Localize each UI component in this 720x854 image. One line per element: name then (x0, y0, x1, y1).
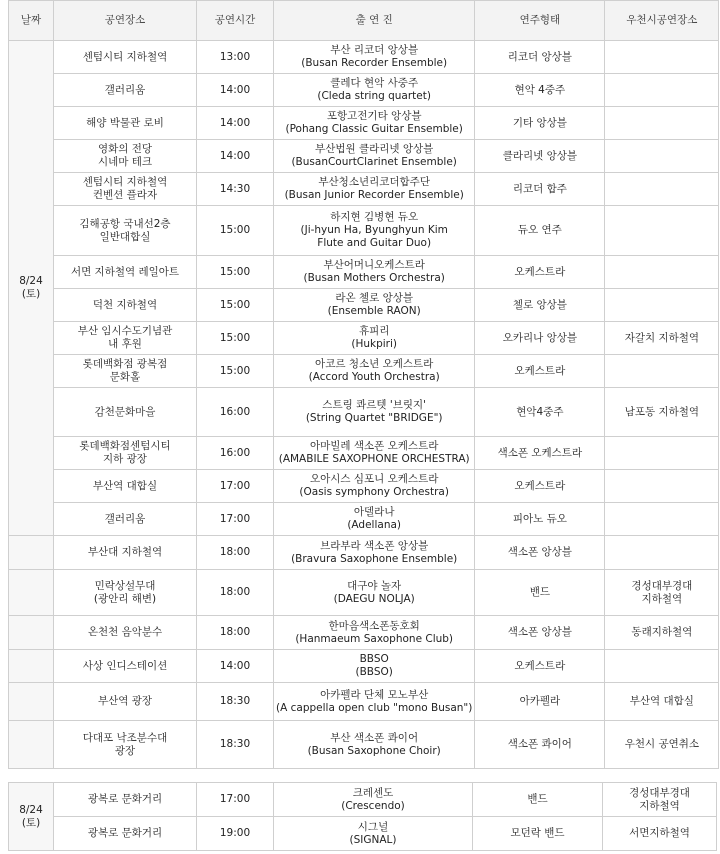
venue-cell (54, 570, 197, 616)
type-cell: 색소폰 오케스트라 (475, 437, 605, 470)
rain-venue-cell (603, 783, 717, 817)
performer-cell (274, 570, 475, 616)
cell-line: 우천시 공연취소 (624, 738, 700, 750)
cell-line: 부산 리코더 앙상블 (330, 44, 419, 56)
time-cell: 15:00 (197, 322, 274, 355)
type-cell: 오카리나 앙상블 (475, 322, 605, 355)
venue-cell (54, 289, 197, 322)
cell-line: 부산법원 클라리넷 앙상블 (315, 143, 434, 155)
cell-line: 내 후원 (108, 338, 142, 350)
venue-cell (54, 140, 197, 173)
table-row (9, 616, 719, 650)
time-cell: 18:00 (197, 570, 274, 616)
venue-cell (54, 783, 197, 817)
cell-line: BBSO (359, 653, 389, 665)
cell-line: 자갈치 지하철역 (624, 331, 700, 344)
cell-line: (Hukpiri) (351, 338, 397, 350)
time-cell: 13:00 (197, 41, 274, 74)
rain-venue-cell (605, 650, 719, 683)
cell-line: 지하철역 (641, 592, 683, 605)
rain-venue-cell (605, 41, 719, 74)
time-cell: 18:00 (197, 616, 274, 650)
table-row (9, 683, 719, 721)
type-cell: 현악4중주 (475, 388, 605, 437)
cell-line: 부산역 대합실 (629, 695, 694, 707)
venue-cell (54, 817, 197, 851)
rain-venue-cell (605, 322, 719, 355)
performer-cell (274, 817, 473, 851)
rain-venue-cell (605, 289, 719, 322)
header-time: 공연시간 (197, 1, 274, 41)
time-cell: 18:30 (197, 683, 274, 721)
venue-cell (54, 388, 197, 437)
cell-line: 8/24 (19, 275, 43, 287)
cell-line: 사상 인디스테이션 (82, 659, 168, 672)
table-row (9, 41, 719, 74)
cell-line: 아마빌레 색소폰 오케스트라 (309, 440, 439, 452)
type-cell: 오케스트라 (475, 650, 605, 683)
rain-venue-cell (605, 388, 719, 437)
cell-line: 갤러리움 (104, 83, 146, 96)
date-cell-empty (9, 536, 54, 570)
rain-venue-cell (603, 817, 717, 851)
table-row (9, 140, 719, 173)
rain-venue-cell (605, 536, 719, 570)
cell-line: (토) (21, 816, 41, 829)
cell-line: (Busan Recorder Ensemble) (301, 57, 448, 69)
header-rain-venue: 우천시공연장소 (605, 1, 719, 41)
cell-line: (AMABILE SAXOPHONE ORCHESTRA) (278, 453, 470, 465)
table-row (9, 570, 719, 616)
venue-cell (54, 206, 197, 256)
venue-cell (54, 74, 197, 107)
type-cell: 듀오 연주 (475, 206, 605, 256)
time-cell: 14:00 (197, 74, 274, 107)
cell-line: 갤러리움 (104, 512, 146, 525)
performer-cell (274, 206, 475, 256)
type-cell: 리코더 앙상블 (475, 41, 605, 74)
cell-line: 컨벤션 플라자 (92, 189, 158, 201)
rain-venue-cell (605, 206, 719, 256)
type-cell: 밴드 (473, 783, 603, 817)
cell-line: 한마음색소폰동호회 (328, 619, 420, 632)
table-row (9, 817, 717, 851)
cell-line: 휴피리 (358, 325, 390, 337)
cell-line: (토) (21, 288, 41, 300)
cell-line: 센텀시티 지하철역 (82, 176, 168, 188)
cell-line: 하지현 김병현 듀오 (330, 211, 419, 223)
date-cell (9, 41, 54, 536)
cell-line: (BusanCourtClarinet Ensemble) (291, 156, 457, 168)
performer-cell (274, 650, 475, 683)
cell-line: 스트링 콰르텟 '브릿지' (322, 399, 427, 411)
cell-line: (Accord Youth Orchestra) (308, 371, 440, 383)
venue-cell (54, 107, 197, 140)
performer-cell (274, 173, 475, 206)
cell-line: 부산 색소폰 콰이어 (330, 731, 419, 744)
time-cell: 14:00 (197, 140, 274, 173)
venue-cell (54, 721, 197, 769)
performer-cell (274, 470, 475, 503)
performer-cell (274, 322, 475, 355)
performer-cell (274, 140, 475, 173)
type-cell: 모던락 밴드 (473, 817, 603, 851)
venue-cell (54, 41, 197, 74)
cell-line: 남포동 지하철역 (624, 405, 700, 418)
cell-line: 동래지하철역 (631, 626, 693, 638)
performer-cell (274, 355, 475, 388)
date-cell (9, 783, 54, 851)
date-cell-empty (9, 650, 54, 683)
cell-line: (광안리 해변) (93, 592, 157, 605)
table-row (9, 173, 719, 206)
cell-line: (Busan Saxophone Choir) (307, 744, 441, 757)
cell-line: (Ensemble RAON) (327, 305, 421, 317)
cell-line: (DAEGU NOLJA) (333, 592, 415, 605)
cell-line: (Adellana) (347, 519, 402, 531)
performer-cell (274, 683, 475, 721)
date-cell-empty (9, 721, 54, 769)
rain-venue-cell (605, 74, 719, 107)
time-cell: 14:00 (197, 107, 274, 140)
cell-line: (Pohang Classic Guitar Ensemble) (285, 123, 463, 135)
type-cell: 현악 4중주 (475, 74, 605, 107)
schedule-table (8, 0, 719, 769)
rain-venue-cell (605, 107, 719, 140)
table-separator (0, 774, 720, 782)
date-cell-empty (9, 616, 54, 650)
time-cell: 15:00 (197, 256, 274, 289)
venue-cell (54, 616, 197, 650)
time-cell: 17:00 (197, 783, 274, 817)
cell-line: 8/24 (19, 803, 43, 816)
performer-cell (274, 437, 475, 470)
time-cell: 17:00 (197, 503, 274, 536)
venue-cell (54, 322, 197, 355)
type-cell: 클라리넷 앙상블 (475, 140, 605, 173)
time-cell: 15:00 (197, 289, 274, 322)
time-cell: 18:00 (197, 536, 274, 570)
cell-line: 포항고전기타 앙상블 (326, 110, 422, 122)
table-row (9, 388, 719, 437)
cell-line: 아델라나 (353, 506, 395, 518)
type-cell: 아카펠라 (475, 683, 605, 721)
table-row (9, 206, 719, 256)
time-cell: 19:00 (197, 817, 274, 851)
type-cell: 피아노 듀오 (475, 503, 605, 536)
cell-line: (Ji-hyun Ha, Byunghyun Kim (300, 224, 448, 236)
type-cell: 리코더 합주 (475, 173, 605, 206)
table-row (9, 74, 719, 107)
cell-line: 서면지하철역 (629, 827, 690, 839)
header-row (9, 1, 719, 41)
type-cell: 오케스트라 (475, 355, 605, 388)
table-row (9, 783, 717, 817)
venue-cell (54, 683, 197, 721)
cell-line: (Bravura Saxophone Ensemble) (291, 552, 458, 565)
venue-cell (54, 256, 197, 289)
performer-cell (274, 41, 475, 74)
table-row (9, 721, 719, 769)
cell-line: (Busan Junior Recorder Ensemble) (284, 189, 464, 201)
type-cell: 밴드 (475, 570, 605, 616)
rain-venue-cell (605, 140, 719, 173)
table-row (9, 289, 719, 322)
type-cell: 색소폰 앙상블 (475, 536, 605, 570)
table-row (9, 437, 719, 470)
performer-cell (274, 721, 475, 769)
venue-cell (54, 536, 197, 570)
cell-line: Flute and Guitar Duo) (317, 237, 432, 249)
venue-cell (54, 355, 197, 388)
performer-cell (274, 107, 475, 140)
table-row (9, 650, 719, 683)
cell-line: 라온 첼로 앙상블 (335, 292, 414, 304)
rain-venue-cell (605, 355, 719, 388)
cell-line: 클레다 현악 사중주 (330, 77, 419, 89)
venue-cell (54, 437, 197, 470)
cell-line: 아코르 청소년 오케스트라 (315, 358, 434, 370)
time-cell: 16:00 (197, 437, 274, 470)
time-cell: 14:00 (197, 650, 274, 683)
type-cell: 색소폰 콰이어 (475, 721, 605, 769)
cell-line: (A cappella open club "mono Busan") (276, 701, 473, 714)
cell-line: 경성대부경대 (629, 786, 690, 799)
cell-line: 다대포 낙조분수대 (82, 731, 168, 744)
cell-line: 부산역 대합실 (92, 479, 158, 492)
cell-line: 문화홀 (109, 371, 141, 383)
rain-venue-cell (605, 503, 719, 536)
cell-line: (Hanmaeum Saxophone Club) (295, 632, 454, 645)
cell-line: 일반대합실 (99, 230, 151, 243)
cell-line: 광복로 문화거리 (87, 793, 163, 805)
table-row (9, 503, 719, 536)
cell-line: (Crescendo) (341, 799, 405, 812)
time-cell: 16:00 (197, 388, 274, 437)
cell-line: 브라부라 색소폰 앙상블 (320, 539, 429, 552)
cell-line: 경성대부경대 (631, 579, 693, 592)
cell-line: 감천문화마을 (94, 405, 156, 418)
table-row (9, 107, 719, 140)
cell-line: 부산대 지하철역 (87, 546, 163, 558)
cell-line: 크레센도 (352, 786, 394, 799)
cell-line: (Oasis symphony Orchestra) (299, 486, 449, 498)
date-cell-empty (9, 683, 54, 721)
cell-line: 대구야 놀자 (347, 579, 402, 592)
venue-cell (54, 650, 197, 683)
header-venue: 공연장소 (54, 1, 197, 41)
header-performer: 출 연 진 (274, 1, 475, 41)
date-cell-empty (9, 570, 54, 616)
cell-line: (SIGNAL) (349, 833, 397, 846)
time-cell: 14:30 (197, 173, 274, 206)
cell-line: 롯데백화점센텀시티 (79, 440, 171, 452)
type-cell: 색소폰 앙상블 (475, 616, 605, 650)
time-cell: 15:00 (197, 355, 274, 388)
cell-line: 부산어머니오케스트라 (323, 259, 425, 271)
rain-venue-cell (605, 256, 719, 289)
cell-line: (String Quartet "BRIDGE") (305, 412, 443, 424)
header-date: 날짜 (9, 1, 54, 41)
table-row (9, 355, 719, 388)
table-row (9, 536, 719, 570)
performer-cell (274, 256, 475, 289)
cell-line: 김해공항 국내선2층 (79, 217, 171, 230)
cell-line: 시네마 테크 (97, 156, 153, 168)
cell-line: 온천천 음악분수 (87, 626, 163, 638)
cell-line: (Cleda string quartet) (317, 90, 431, 102)
cell-line: 광장 (114, 744, 136, 757)
rain-venue-cell (605, 683, 719, 721)
rain-venue-cell (605, 173, 719, 206)
time-cell: 18:30 (197, 721, 274, 769)
cell-line: 롯데백화점 광복점 (82, 358, 168, 370)
cell-line: 부산청소년리코더합주단 (318, 176, 430, 188)
cell-line: (BBSO) (355, 666, 393, 678)
type-cell: 첼로 앙상블 (475, 289, 605, 322)
schedule-table-continued (8, 782, 717, 851)
cell-line: 영화의 전당 (97, 143, 153, 155)
cell-line: 부산역 광장 (97, 695, 153, 707)
type-cell: 기타 앙상블 (475, 107, 605, 140)
cell-line: 센텀시티 지하철역 (82, 50, 168, 63)
cell-line: 서면 지하철역 레일아트 (70, 265, 180, 278)
table-row (9, 322, 719, 355)
time-cell: 15:00 (197, 206, 274, 256)
venue-cell (54, 470, 197, 503)
cell-line: 지하 광장 (103, 453, 147, 465)
performer-cell (274, 289, 475, 322)
cell-line: 오아시스 심포니 오케스트라 (309, 473, 439, 485)
table-row (9, 256, 719, 289)
performer-cell (274, 616, 475, 650)
type-cell: 오케스트라 (475, 256, 605, 289)
venue-cell (54, 503, 197, 536)
performer-cell (274, 74, 475, 107)
performer-cell (274, 536, 475, 570)
performer-cell (274, 503, 475, 536)
rain-venue-cell (605, 470, 719, 503)
cell-line: (Busan Mothers Orchestra) (303, 272, 445, 284)
rain-venue-cell (605, 437, 719, 470)
type-cell: 오케스트라 (475, 470, 605, 503)
cell-line: 광복로 문화거리 (87, 827, 163, 839)
time-cell: 17:00 (197, 470, 274, 503)
cell-line: 시그널 (357, 820, 389, 833)
table-row (9, 470, 719, 503)
rain-venue-cell (605, 570, 719, 616)
performer-cell (274, 783, 473, 817)
cell-line: 아카펠라 단체 모노부산 (320, 688, 429, 701)
header-type: 연주형태 (475, 1, 605, 41)
rain-venue-cell (605, 616, 719, 650)
cell-line: 민락상설무대 (94, 579, 156, 592)
cell-line: 해양 박물관 로비 (86, 116, 164, 129)
venue-cell (54, 173, 197, 206)
performer-cell (274, 388, 475, 437)
cell-line: 부산 임시수도기념관 (77, 325, 173, 337)
cell-line: 덕천 지하철역 (92, 298, 158, 311)
rain-venue-cell (605, 721, 719, 769)
cell-line: 지하철역 (639, 799, 680, 812)
